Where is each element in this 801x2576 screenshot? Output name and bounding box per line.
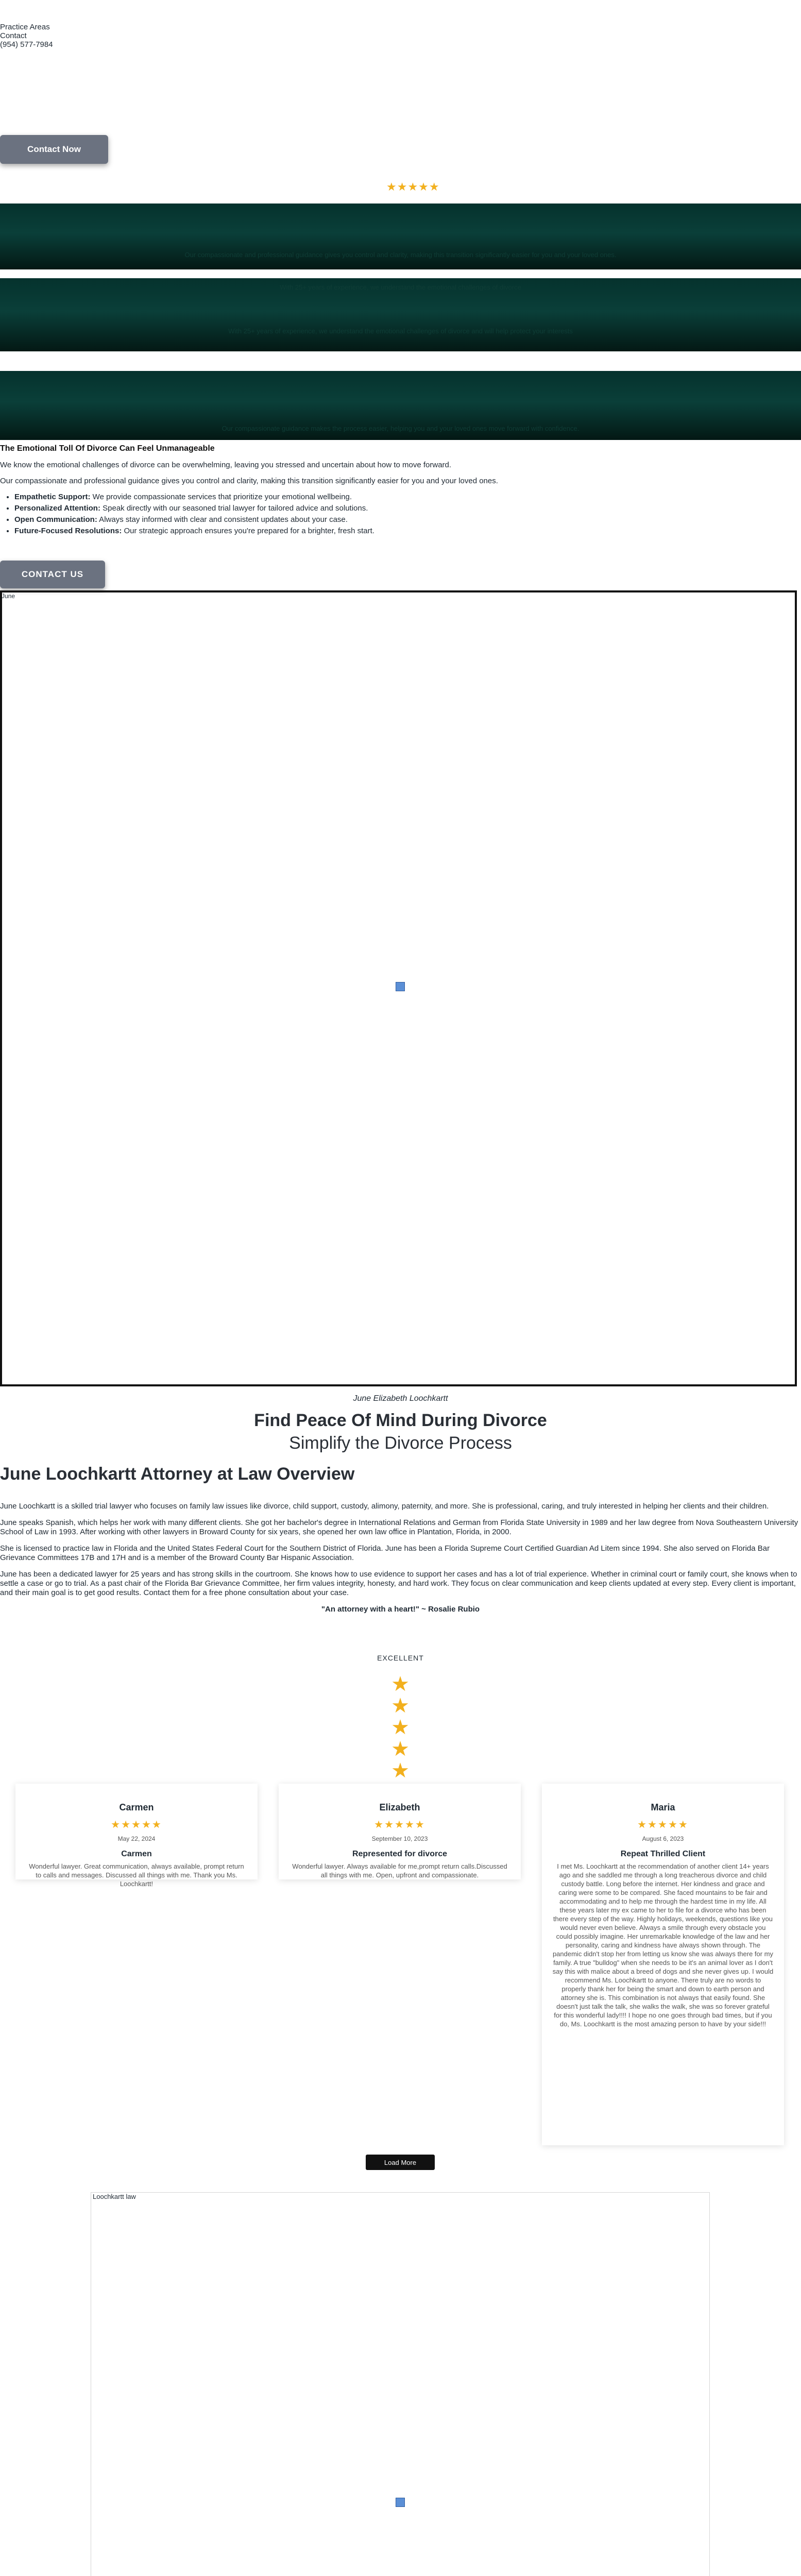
star-icon: ★ <box>391 1673 410 1696</box>
band-text-1: Our compassionate and professional guidance gives you control and clarity, making this transition significantly easier for you and your loved ones. <box>184 251 617 259</box>
review-title: Represented for divorce <box>352 1850 448 1858</box>
review-body: Wonderful lawyer. Always available for me,prompt return calls.Discussed all things with me. Open, upfront and compassionate. <box>292 1862 507 1879</box>
review-card <box>15 1784 258 1888</box>
contact-us-button[interactable]: CONTACT US <box>0 561 105 588</box>
overview-paragraph: June Loochkartt is a skilled trial lawyer who focuses on family law issues like divorce, child support, custody, alimony, paternity, and more. She is professional, caring, and truly interested in helping her clients and their children. <box>0 1502 769 1511</box>
video-caption: June <box>2 592 15 600</box>
find-peace-title: Find Peace Of Mind During Divorce <box>254 1411 547 1430</box>
map-caption: Loochkartt law <box>93 2193 136 2200</box>
review-stars: ★★★★★ <box>374 1819 425 1831</box>
review-body: I met Ms. Loochkartt at the recommendation of another client 14+ years ago and she saddled me through a long treacherous divorce and child custody battle. Long before the internet. Her kindness and grace and caring were some to be compared. She faced mountains to be fair and accommodating and to help me through the hardest time in my life. All these years later my ex came to her to file for a divorce who has been there every step of the way. Highly holidays, weekends, questions like you would never even believe. Always a smile through every obstacle you could possibly imagine. Her unremarkable knowledge of the law and her personality, caring and kindness have always shown through. The pandemic didn't stop her from letting us know she was always there for my family. A true "bulldog" when she needs to be it's an animal lover as I don't say this with malice about a breed of dogs and she never gives up. I would recommend Ms. Loochkartt to anyone. There truly are no words to properly thank her for being the smart and down to earth person and attorney she is. This combination is not always that easily found. She doesn't just talk the talk, she walks the walk, she was so forever grateful for this wonderful lady!!!! I hope no one goes through bad times, but if you do, Ms. Loochkartt is the most amazing person to have by your side!!! <box>552 1862 774 2028</box>
testimonial-quote: "An attorney with a heart!" ~ Rosalie Rubio <box>321 1605 480 1614</box>
list-item-label: Open Communication: <box>14 515 97 524</box>
nav-practice-areas-link[interactable]: Practice Areas <box>0 23 50 31</box>
review-date: May 22, 2024 <box>117 1835 156 1842</box>
list-item <box>14 504 801 513</box>
list-item <box>14 527 801 535</box>
star-icon: ★ <box>391 1759 410 1782</box>
image-placeholder-icon <box>396 2498 405 2507</box>
review-date: September 10, 2023 <box>371 1835 428 1842</box>
star-icon: ★ <box>391 1738 410 1760</box>
contact-now-button[interactable]: Contact Now <box>0 135 108 164</box>
list-item <box>14 515 801 524</box>
rating-stars: ★★★★★ <box>386 180 440 193</box>
list-item-text: Our strategic approach ensures you're prepared for a brighter, fresh start. <box>122 527 374 535</box>
star-icon: ★ <box>391 1716 410 1739</box>
band-text-2: With 25+ years of experience, we understand the emotional challenges of divorce <box>280 283 521 291</box>
hero-band-3 <box>0 371 801 440</box>
emotional-heading: The Emotional Toll Of Divorce Can Feel Unmanageable <box>0 444 215 453</box>
header-phone-link[interactable]: (954) 577-7984 <box>0 40 53 49</box>
list-item-text: We provide compassionate services that prioritize your emotional wellbeing. <box>90 493 352 501</box>
review-author: Maria <box>651 1802 675 1812</box>
overview-paragraph: She is licensed to practice law in Florida and the United States Federal Court for the Southern District of Florida. June has been a Florida Supreme Court Certified Guardian Ad Litem since 1994. She also served on Florida Bar Grievance Committees 17B and 17H and is a member of the Broward County Bar Hispanic Association. <box>0 1544 770 1562</box>
band-text-4: Our compassionate guidance makes the process easier, helping you and your loved ones move forward with confidence. <box>221 425 580 432</box>
portrait-caption: June Elizabeth Loochkartt <box>353 1394 448 1403</box>
emotional-benefits-list <box>0 493 801 535</box>
review-title: Carmen <box>121 1850 152 1858</box>
review-card <box>279 1784 521 1879</box>
list-item <box>14 493 801 501</box>
emotional-toll-section <box>0 444 801 538</box>
header-links <box>0 23 53 49</box>
list-item-label: Personalized Attention: <box>14 504 100 513</box>
emotional-paragraph-2: Our compassionate and professional guidance gives you control and clarity, making this transition significantly easier for you and your loved ones. <box>0 477 498 485</box>
review-title: Repeat Thrilled Client <box>620 1850 706 1858</box>
review-author: Elizabeth <box>379 1802 420 1812</box>
overview-heading: June Loochkartt Attorney at Law Overview <box>0 1464 355 1484</box>
hero-band-2 <box>0 278 801 351</box>
review-date: August 6, 2023 <box>642 1835 684 1842</box>
review-author: Carmen <box>119 1802 154 1812</box>
review-stars: ★★★★★ <box>111 1819 162 1831</box>
map-embed[interactable] <box>91 2192 710 2576</box>
overview-paragraph: June has been a dedicated lawyer for 25 years and has strong skills in the courtroom. She knows how to use evidence to support her cases and has a lot of trial experience. Whether in criminal court or family court, she knows when to settle a case or go to trial. As a past chair of the Florida Bar Grievance Committee, her firm values integrity, honesty, and hard work. They focus on clear communication and keep clients updated at every step. Every client is important, and their main goal is to get good results. Contact them for a free phone consultation about your case. <box>0 1570 797 1597</box>
band-text-3: With 25+ years of experience, we understand the emotional challenges of divorce and will help protect your interests <box>228 327 573 335</box>
list-item-label: Future-Focused Resolutions: <box>14 527 122 535</box>
find-peace-subtitle: Simplify the Divorce Process <box>289 1433 512 1453</box>
rating-label: EXCELLENT <box>377 1654 424 1662</box>
review-stars: ★★★★★ <box>637 1819 689 1831</box>
review-card <box>542 1784 784 2145</box>
emotional-paragraph-1: We know the emotional challenges of divorce can be overwhelming, leaving you stressed and uncertain about how to move forward. <box>0 461 452 469</box>
list-item-text: Always stay informed with clear and consistent updates about your case. <box>97 515 348 524</box>
overview-paragraph: June speaks Spanish, which helps her work with many different clients. She got her bachelor's degree in International Relations and German from Florida State University in 1989 and her law degree from Nova Southeastern University School of Law in 1993. After working with other lawyers in Broward County for six years, she opened her own law office in Plantation, Florida, in 2000. <box>0 1518 798 1536</box>
load-more-button[interactable]: Load More <box>366 2155 435 2170</box>
review-body: Wonderful lawyer. Great communication, always available, prompt return to calls and messages. Discussed all things with me. Thank you Ms. Loochkartt! <box>29 1862 244 1888</box>
nav-contact-link[interactable]: Contact <box>0 31 27 40</box>
attorney-overview-section <box>0 1464 801 1621</box>
image-placeholder-icon <box>396 982 405 991</box>
hero-band-1 <box>0 204 801 269</box>
list-item-text: Speak directly with our seasoned trial lawyer for tailored advice and solutions. <box>100 504 368 513</box>
list-item-label: Empathetic Support: <box>14 493 91 501</box>
star-icon: ★ <box>391 1694 410 1717</box>
